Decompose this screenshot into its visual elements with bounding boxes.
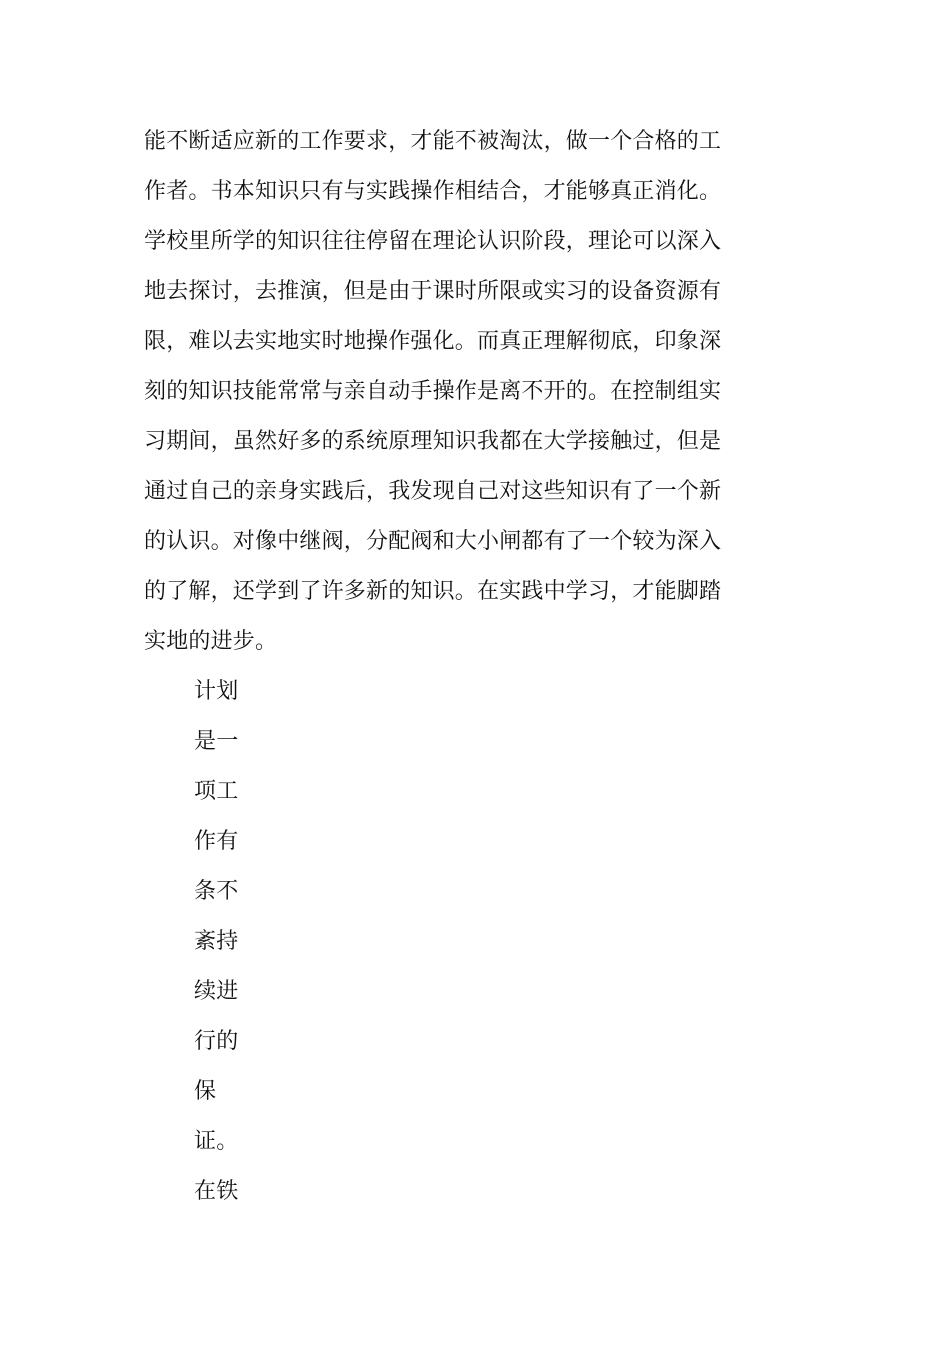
column-line: 在铁: [194, 1179, 239, 1204]
paragraph-line: 通过自己的亲身实践后，我发现自己对这些知识有了一个新: [144, 479, 722, 504]
paragraph-line: 作者。书本知识只有与实践操作相结合，才能够真正消化。: [144, 179, 722, 204]
column-line: 作有: [194, 829, 239, 854]
paragraph-line: 的了解，还学到了许多新的知识。在实践中学习，才能脚踏: [144, 579, 722, 604]
column-line: 是一: [194, 729, 239, 754]
paragraph-line: 限，难以去实地实时地操作强化。而真正理解彻底，印象深: [144, 329, 722, 354]
paragraph-line: 刻的知识技能常常与亲自动手操作是离不开的。在控制组实: [144, 379, 722, 404]
column-line: 紊持: [194, 929, 239, 954]
paragraph-line: 实地的进步。: [144, 629, 278, 654]
paragraph-line: 地去探讨，去推演，但是由于课时所限或实习的设备资源有: [144, 279, 722, 304]
paragraph-line: 习期间，虽然好多的系统原理知识我都在大学接触过，但是: [144, 429, 722, 454]
column-line: 项工: [194, 779, 239, 804]
narrow-column-paragraph: [194, 667, 314, 1217]
column-line: 续进: [194, 979, 239, 1004]
paragraph-line: 的认识。对像中继阀，分配阀和大小闸都有了一个较为深入: [144, 529, 722, 554]
column-line: 计划: [194, 679, 239, 704]
paragraph-line: 能不断适应新的工作要求，才能不被淘汰，做一个合格的工: [144, 129, 722, 154]
body-paragraph: [144, 117, 744, 667]
column-line: 证。: [194, 1129, 239, 1154]
column-line: 条不: [194, 879, 239, 904]
column-line: 行的: [194, 1029, 239, 1054]
paragraph-line: 学校里所学的知识往往停留在理论认识阶段，理论可以深入: [144, 229, 722, 254]
column-line: 保: [194, 1079, 217, 1104]
